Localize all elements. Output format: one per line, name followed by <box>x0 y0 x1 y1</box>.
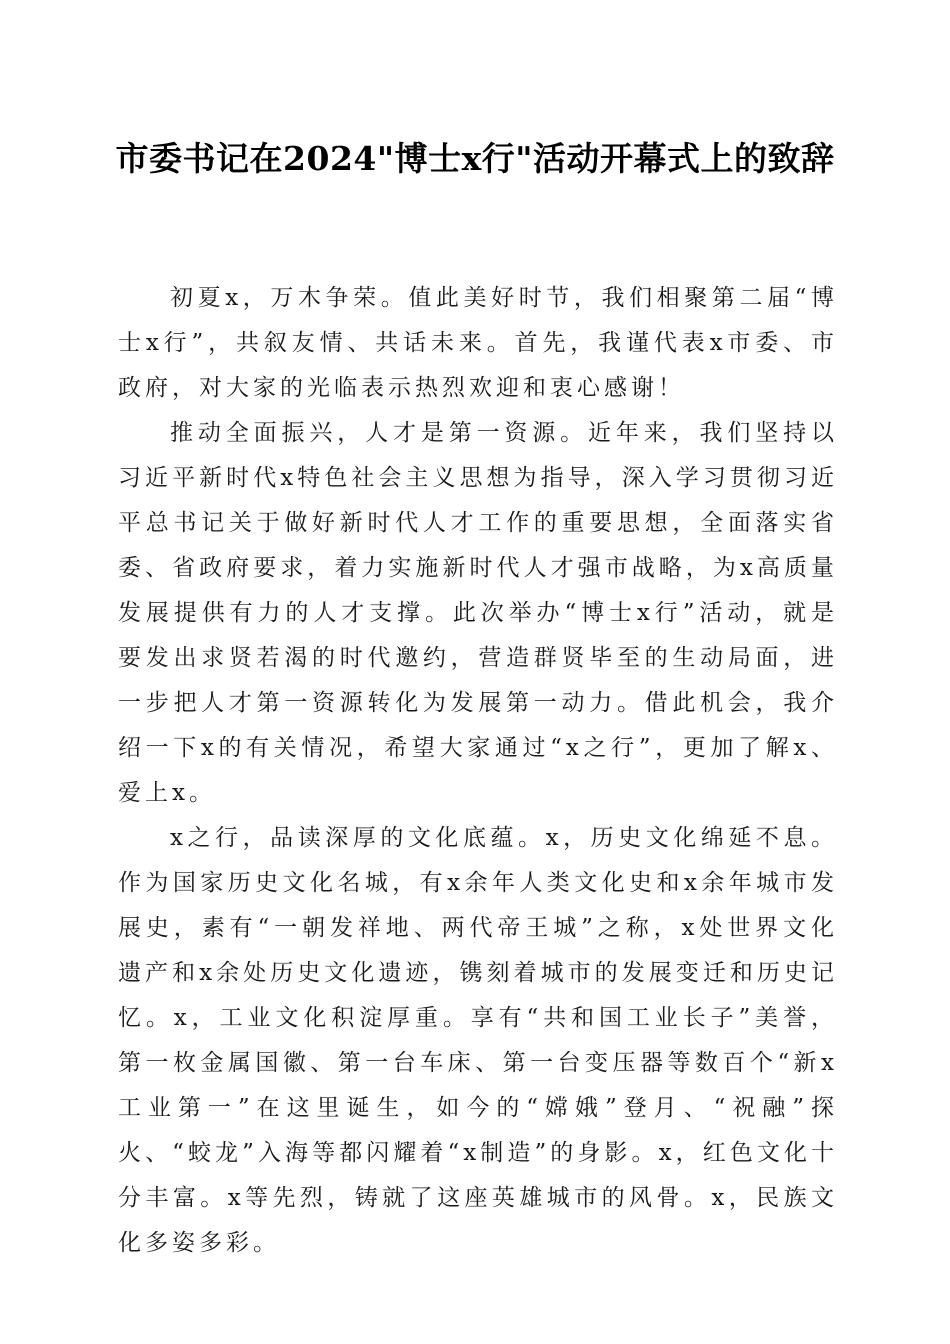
paragraph-culture: x之行，品读深厚的文化底蕴。x，历史文化绵延不息。作为国家历史文化名城，有x余年人类文化史和x余年城市发展史，素有“一朝发祥地、两代帝王城”之称，x处世界文化遗产和x余处历史文化遗迹，镌刻着城市的发展变迁和历史记忆。x，工业文化积淀厚重。享有“共和国工业长子”美誉，第一枚金属国徽、第一台车床、第一台变压器等数百个“新x工业第一”在这里诞生，如今的“嫦娥”登月、“祝融”探火、“蛟龙”入海等都闪耀着“x制造”的身影。x，红色文化十分丰富。x等先烈，铸就了这座英雄城市的风骨。x，民族文化多姿多彩。 <box>118 825 838 1256</box>
paragraph-greeting: 初夏x，万木争荣。值此美好时节，我们相聚第二届“博士x行”，共叙友情、共话未来。首先，我谨代表x市委、市政府，对大家的光临表示热烈欢迎和衷心感谢！ <box>118 285 838 401</box>
paragraph-talent: 推动全面振兴，人才是第一资源。近年来，我们坚持以习近平新时代x特色社会主义思想为指导，深入学习贯彻习近平总书记关于做好新时代人才工作的重要思想，全面落实省委、省政府要求，着力实施新时代人才强市战略，为x高质量发展提供有力的人才支撑。此次举办“博士x行”活动，就是要发出求贤若渴的时代邀约，营造群贤毕至的生动局面，进一步把人才第一资源转化为发展第一动力。借此机会，我介绍一下x的有关情况，希望大家通过“x之行”，更加了解x、爱上x。 <box>118 420 838 806</box>
document-title: 市委书记在2024"博士x行"活动开幕式上的致辞 <box>115 139 835 178</box>
document-body <box>118 276 838 1266</box>
